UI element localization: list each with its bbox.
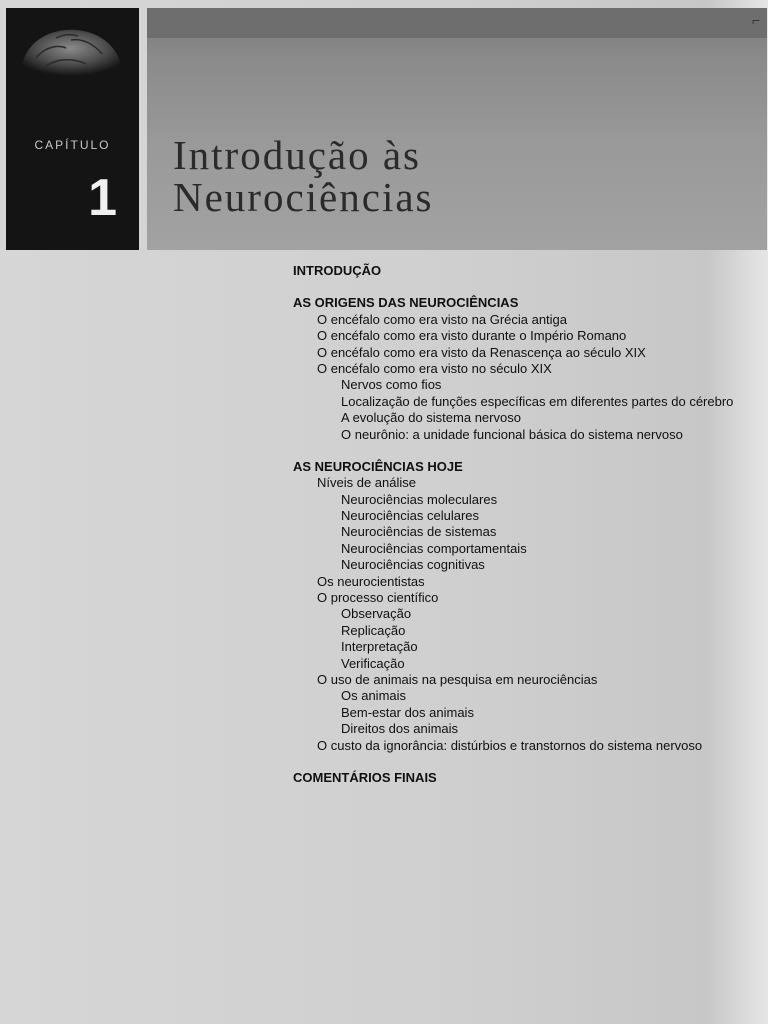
toc-subitem: Bem-estar dos animais bbox=[341, 704, 474, 720]
chapter-label: CAPÍTULO bbox=[34, 138, 111, 152]
toc-heading-origins: AS ORIGENS DAS NEUROCIÊNCIAS bbox=[293, 295, 519, 311]
toc-subitem: Replicação bbox=[341, 622, 406, 638]
toc-item: O uso de animais na pesquisa em neurociências bbox=[317, 672, 598, 687]
toc-subitem: Localização de funções específicas em diferentes partes do cérebro bbox=[341, 393, 734, 409]
table-of-contents bbox=[293, 263, 763, 786]
toc-heading-intro: INTRODUÇÃO bbox=[293, 263, 382, 278]
toc-subitem: Verificação bbox=[341, 655, 405, 671]
toc-subitem: Neurociências comportamentais bbox=[341, 540, 527, 556]
toc-subitem: Os animais bbox=[341, 688, 407, 704]
toc-subitem: Neurociências moleculares bbox=[341, 491, 498, 507]
toc-heading-final: COMENTÁRIOS FINAIS bbox=[293, 769, 437, 785]
toc-item: O processo científico bbox=[317, 590, 439, 606]
toc-item: O encéfalo como era visto durante o Império Romano bbox=[317, 328, 627, 344]
toc-item: O encéfalo como era visto no século XIX bbox=[317, 360, 552, 376]
toc-heading-today: AS NEUROCIÊNCIAS HOJE bbox=[293, 458, 463, 474]
toc-subitem: Nervos como fios bbox=[341, 377, 442, 393]
chapter-title bbox=[173, 134, 434, 218]
toc-item: O encéfalo como era visto da Renascença ao século XIX bbox=[317, 344, 646, 360]
toc-item: Os neurocientistas bbox=[317, 573, 425, 589]
toc-item: Níveis de análise bbox=[317, 475, 416, 491]
chapter-number: 1 bbox=[88, 169, 117, 227]
title-band bbox=[147, 8, 767, 250]
toc-subitem: Observação bbox=[341, 606, 412, 622]
corner-mark-icon: ⌐ bbox=[752, 12, 761, 28]
chapter-title-line-2: Neurociências bbox=[173, 174, 434, 220]
toc-subitem: Interpretação bbox=[341, 639, 418, 655]
brain-image bbox=[16, 18, 126, 78]
title-band-top bbox=[147, 8, 767, 38]
toc-item: O encéfalo como era visto na Grécia antiga bbox=[317, 311, 568, 327]
chapter-title-line-1: Introdução às bbox=[173, 132, 421, 178]
toc-item: O custo da ignorância: distúrbios e transtornos do sistema nervoso bbox=[317, 737, 703, 753]
toc-subitem: Neurociências de sistemas bbox=[341, 524, 497, 540]
toc-subitem: O neurônio: a unidade funcional básica do sistema nervoso bbox=[341, 426, 683, 442]
toc-subitem: Neurociências celulares bbox=[341, 508, 480, 524]
toc-subitem: A evolução do sistema nervoso bbox=[341, 410, 521, 426]
chapter-block bbox=[6, 8, 139, 250]
toc-subitem: Direitos dos animais bbox=[341, 721, 459, 737]
toc-subitem: Neurociências cognitivas bbox=[341, 557, 485, 573]
